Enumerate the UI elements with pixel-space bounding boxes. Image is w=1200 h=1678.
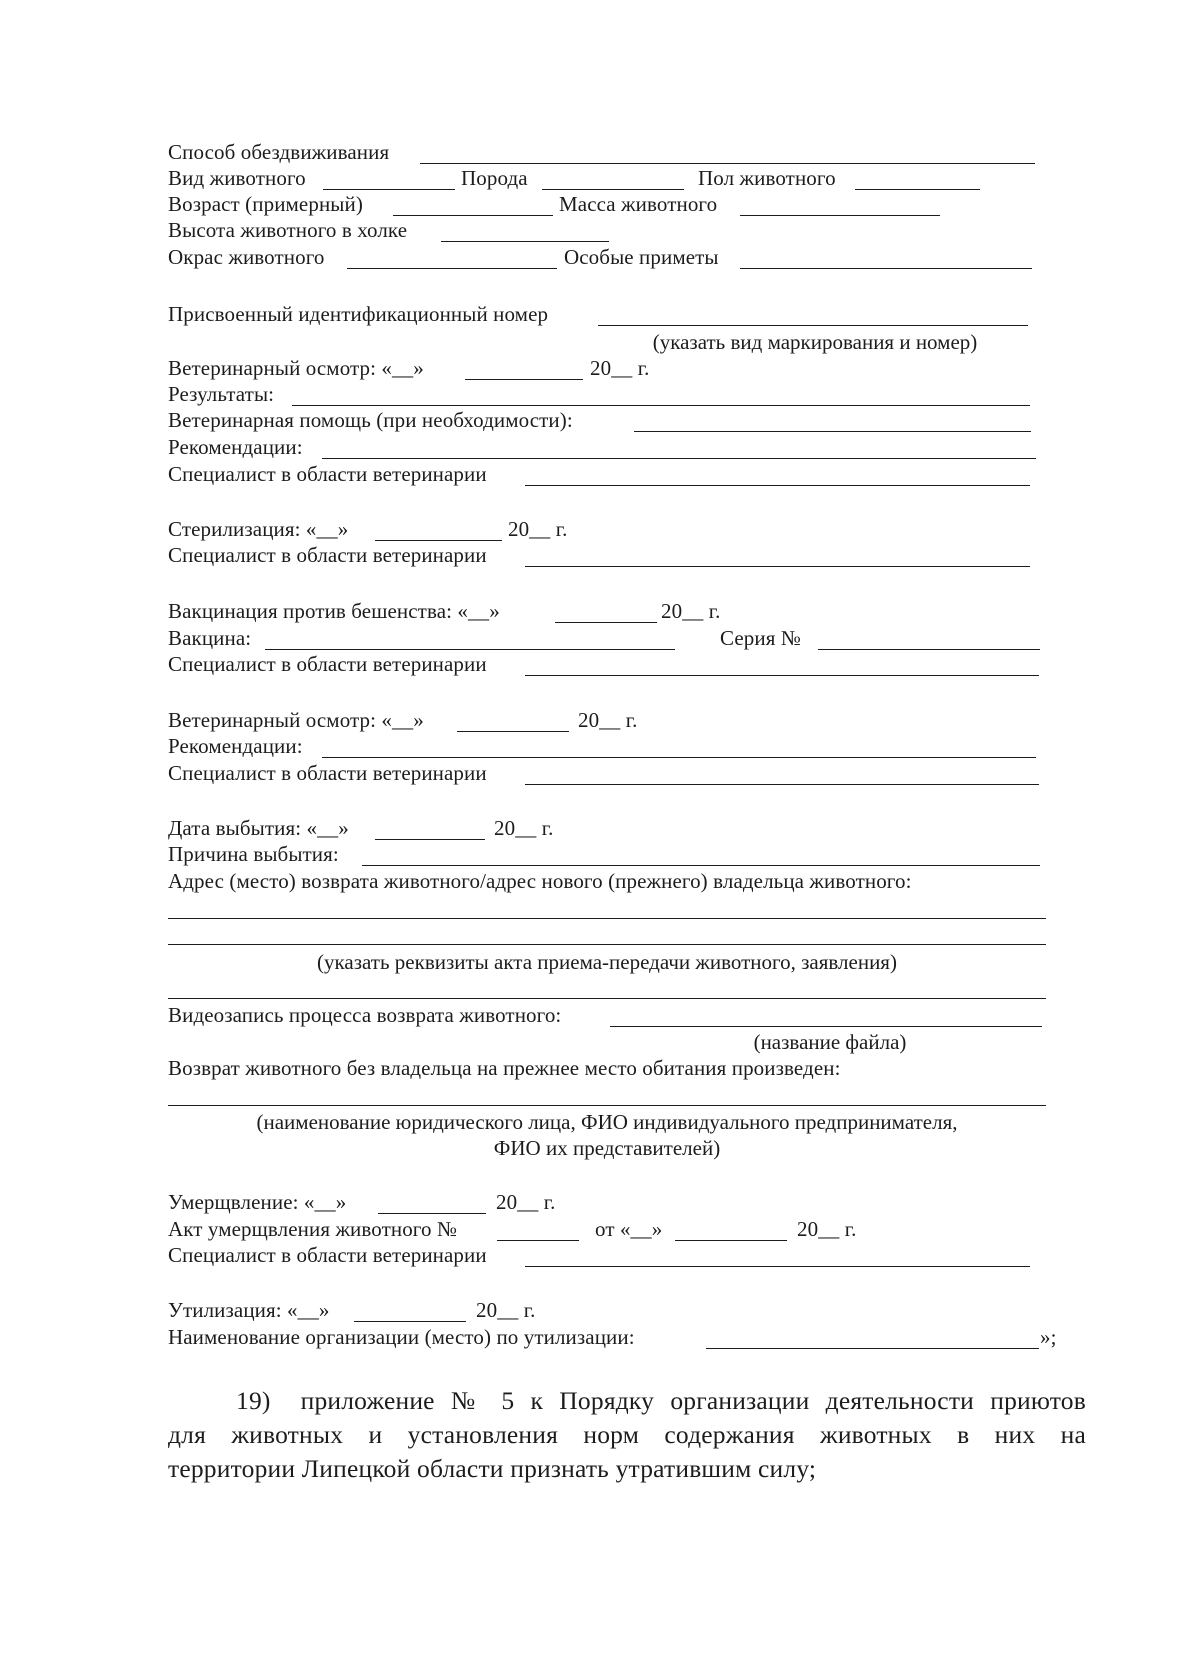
euthanasia-act-number-field[interactable] xyxy=(497,1240,579,1241)
recommendations-label-1: Рекомендации: xyxy=(168,435,303,459)
vet-exam-year-2: 20__ г. xyxy=(578,708,638,732)
vet-exam-label-1: Ветеринарный осмотр: «__» xyxy=(168,356,424,380)
animal-type-label: Вид животного xyxy=(168,166,306,190)
vaccination-label: Вакцинация против бешенства: «__» xyxy=(168,599,500,623)
specialist-field-5[interactable] xyxy=(525,1266,1030,1267)
id-field[interactable] xyxy=(598,325,1028,326)
file-hint: (название файла) xyxy=(753,1030,907,1054)
sex-field[interactable] xyxy=(855,189,980,190)
id-hint: (указать вид маркирования и номер) xyxy=(652,330,978,354)
vet-exam-label-2: Ветеринарный осмотр: «__» xyxy=(168,708,424,732)
euthanasia-act-label: Акт умерщвления животного № xyxy=(168,1217,458,1241)
vet-help-label: Ветеринарная помощь (при необходимости): xyxy=(168,408,573,432)
specialist-label-3: Специалист в области ветеринарии xyxy=(168,652,487,676)
recommendations-label-2: Рекомендации: xyxy=(168,734,303,758)
paragraph-line-2: для животных и установления норм содержания животных в них на xyxy=(168,1420,1086,1449)
utilization-org-label: Наименование организации (место) по утилизации: xyxy=(168,1325,635,1349)
weight-label: Масса животного xyxy=(559,192,718,216)
entity-hint-1: (наименование юридического лица, ФИО индивидуального предпринимателя, xyxy=(256,1110,958,1134)
vaccination-year: 20__ г. xyxy=(661,599,721,623)
departure-month-field[interactable] xyxy=(375,839,485,840)
utilization-year: 20__ г. xyxy=(476,1298,536,1322)
euthanasia-act-month-field[interactable] xyxy=(675,1240,787,1241)
entity-hint-2: ФИО их представителей) xyxy=(493,1136,721,1160)
id-label: Присвоенный идентификационный номер xyxy=(168,302,549,326)
paragraph-line-1 xyxy=(168,1384,1086,1417)
act-field[interactable] xyxy=(168,998,1046,999)
specialist-field-2[interactable] xyxy=(525,566,1030,567)
sterilization-month-field[interactable] xyxy=(375,540,502,541)
breed-field[interactable] xyxy=(542,189,684,190)
departure-label: Дата выбытия: «__» xyxy=(168,816,349,840)
sterilization-year: 20__ г. xyxy=(508,517,568,541)
height-field[interactable] xyxy=(441,241,609,242)
immobilization-label: Способ обездвиживания xyxy=(168,140,390,164)
specialist-field-3[interactable] xyxy=(525,675,1039,676)
euthanasia-month-field[interactable] xyxy=(378,1213,486,1214)
entity-field[interactable] xyxy=(168,1105,1046,1106)
departure-reason-label: Причина выбытия: xyxy=(168,842,339,866)
vet-exam-year-1: 20__ г. xyxy=(590,356,650,380)
utilization-label: Утилизация: «__» xyxy=(168,1298,330,1322)
vaccine-label: Вакцина: xyxy=(168,626,252,650)
animal-type-field[interactable] xyxy=(323,189,455,190)
closing-quote: »; xyxy=(1040,1325,1057,1349)
vaccination-month-field[interactable] xyxy=(555,622,657,623)
video-label: Видеозапись процесса возврата животного: xyxy=(168,1003,562,1027)
euthanasia-year: 20__ г. xyxy=(496,1190,556,1214)
vet-exam-month-field-2[interactable] xyxy=(457,731,569,732)
euthanasia-act-from: от «__» xyxy=(595,1217,663,1241)
specialist-label-1: Специалист в области ветеринарии xyxy=(168,462,487,486)
specialist-field-1[interactable] xyxy=(525,485,1030,486)
age-field[interactable] xyxy=(393,215,553,216)
marks-field[interactable] xyxy=(740,268,1032,269)
series-label: Серия № xyxy=(720,626,801,650)
vet-help-field[interactable] xyxy=(634,431,1031,432)
act-hint: (указать реквизиты акта приема-передачи животного, заявления) xyxy=(317,950,897,974)
sex-label: Пол животного xyxy=(698,166,836,190)
vet-exam-month-field-1[interactable] xyxy=(465,379,583,380)
color-field[interactable] xyxy=(347,268,557,269)
specialist-label-2: Специалист в области ветеринарии xyxy=(168,543,487,567)
marks-label: Особые приметы xyxy=(564,245,719,269)
euthanasia-label: Умерщвление: «__» xyxy=(168,1190,347,1214)
color-label: Окрас животного xyxy=(168,245,325,269)
results-field[interactable] xyxy=(292,405,1030,406)
results-label: Результаты: xyxy=(168,382,275,406)
return-no-owner-label: Возврат животного без владельца на прежнее место обитания произведен: xyxy=(168,1056,841,1080)
return-address-field-2[interactable] xyxy=(168,944,1046,945)
weight-field[interactable] xyxy=(740,215,940,216)
specialist-label-5: Специалист в области ветеринарии xyxy=(168,1243,487,1267)
specialist-label-4: Специалист в области ветеринарии xyxy=(168,761,487,785)
video-field[interactable] xyxy=(610,1026,1042,1027)
age-label: Возраст (примерный) xyxy=(168,192,363,216)
departure-reason-field[interactable] xyxy=(362,865,1040,866)
return-address-label: Адрес (место) возврата животного/адрес нового (прежнего) владельца животного: xyxy=(168,869,912,893)
paragraph-number: 19) xyxy=(236,1386,271,1415)
recommendations-field-1[interactable] xyxy=(322,458,1036,459)
euthanasia-act-year: 20__ г. xyxy=(797,1217,857,1241)
vaccine-field[interactable] xyxy=(265,649,675,650)
utilization-month-field[interactable] xyxy=(354,1321,466,1322)
height-label: Высота животного в холке xyxy=(168,218,408,242)
sterilization-label: Стерилизация: «__» xyxy=(168,517,349,541)
series-field[interactable] xyxy=(818,649,1040,650)
utilization-org-field[interactable] xyxy=(706,1348,1039,1349)
breed-label: Порода xyxy=(461,166,528,190)
immobilization-field[interactable] xyxy=(420,163,1035,164)
recommendations-field-2[interactable] xyxy=(322,757,1036,758)
specialist-field-4[interactable] xyxy=(525,784,1039,785)
paragraph-line-3: территории Липецкой области признать утратившим силу; xyxy=(168,1454,817,1483)
paragraph-text-1: приложение № 5 к Порядку организации деятельности приютов xyxy=(300,1386,1086,1415)
departure-year: 20__ г. xyxy=(494,816,554,840)
return-address-field-1[interactable] xyxy=(168,918,1046,919)
